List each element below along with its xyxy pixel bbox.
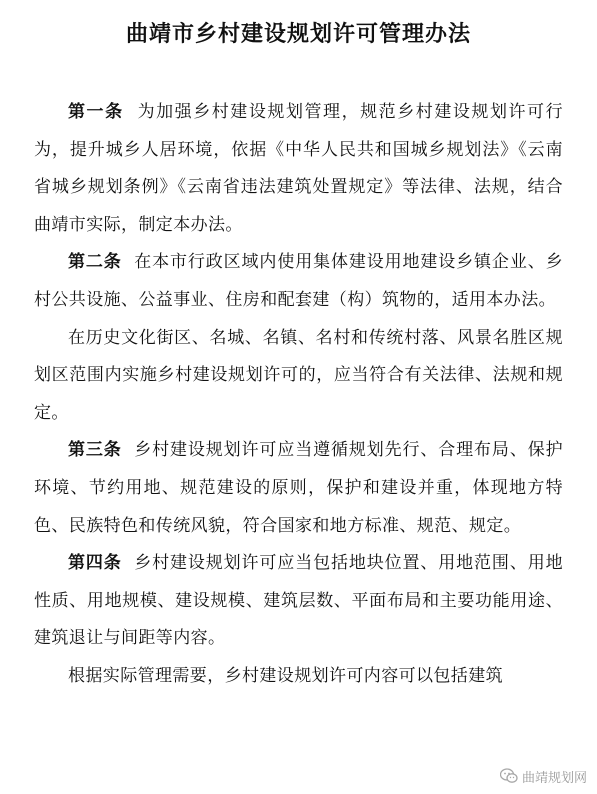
article-2-sub-text: 在历史文化街区、名城、名镇、名村和传统村落、风景名胜区规划区范围内实施乡村建设规划许可的，应当符合有关法律、法规和规定。	[34, 327, 563, 423]
article-4-text: 乡村建设规划许可应当包括地块位置、用地范围、用地性质、用地规模、建设规模、建筑层数、平面布局和主要功能用途、建筑退让与间距等内容。	[34, 553, 563, 649]
article-1-text: 为加强乡村建设规划管理，规范乡村建设规划许可行为，提升城乡人居环境，依据《中华人民共和国城乡规划法》《云南省城乡规划条例》《云南省违法建筑处置规定》等法律、法规，结合曲靖市实际，制定本办法。	[34, 102, 564, 235]
article-3-text: 乡村建设规划许可应当遵循规划先行、合理布局、保护环境、节约用地、规范建设的原则，保护和建设并重，体现地方特色、民族特色和传统风貌，符合国家和地方标准、规范、规定。	[34, 440, 563, 536]
wechat-icon	[500, 768, 518, 784]
article-4-paragraph	[34, 545, 563, 658]
watermark	[500, 766, 587, 786]
article-3-paragraph	[34, 432, 563, 545]
article-2-paragraph	[34, 244, 563, 319]
article-2-text: 在本市行政区域内使用集体建设用地建设乡镇企业、乡村公共设施、公益事业、住房和配套建（构）筑物的，适用本办法。	[34, 252, 563, 310]
article-1-heading: 第一条	[68, 102, 124, 122]
article-3-heading: 第三条	[68, 440, 122, 461]
watermark-text: 曲靖规划网	[521, 770, 587, 786]
article-4-subparagraph	[34, 658, 563, 696]
article-1-paragraph	[34, 94, 563, 244]
article-2-subparagraph	[34, 320, 563, 433]
document-title: 曲靖市乡村建设规划许可管理办法	[125, 22, 471, 47]
article-4-sub-text: 根据实际管理需要，乡村建设规划许可内容可以包括建筑	[68, 665, 503, 686]
article-4-heading: 第四条	[68, 553, 122, 574]
document-body	[34, 94, 563, 696]
article-2-heading: 第二条	[68, 252, 122, 273]
